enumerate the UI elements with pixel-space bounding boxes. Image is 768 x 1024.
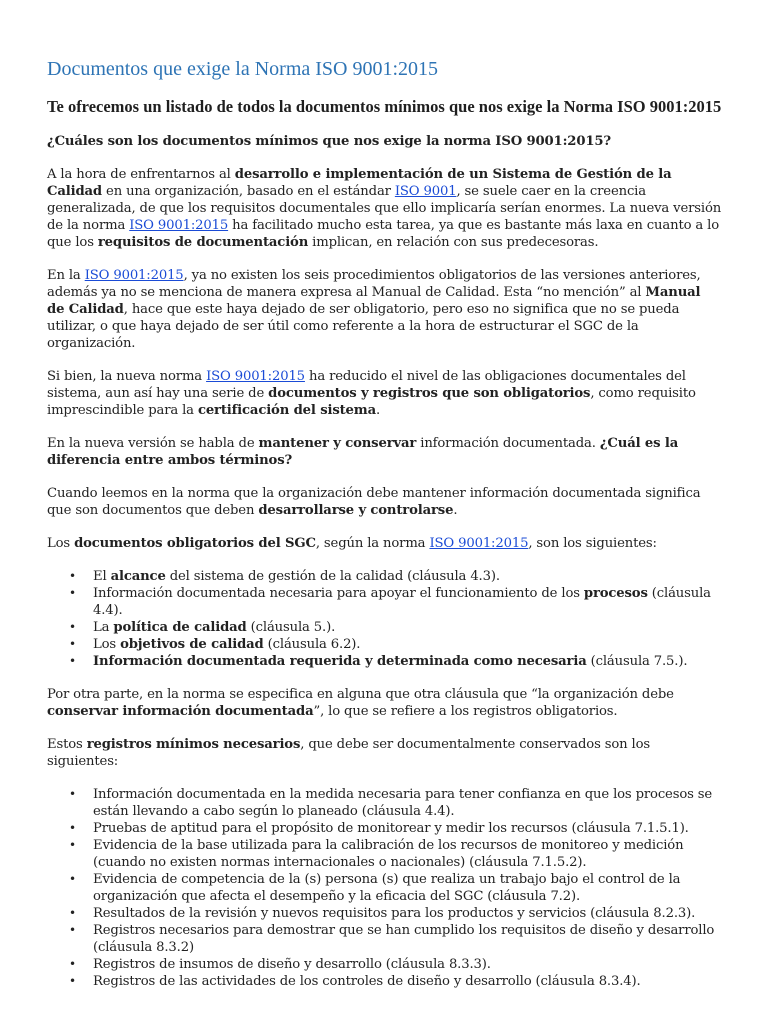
bullet-icon: • bbox=[69, 637, 76, 651]
iso-9001-2015-link[interactable]: ISO 9001:2015 bbox=[129, 218, 229, 233]
iso-9001-2015-link[interactable]: ISO 9001:2015 bbox=[429, 536, 529, 551]
bullet-icon: • bbox=[69, 620, 76, 634]
paragraph-intro: A la hora de enfrentarnos al desarrollo e implementación de un Sistema de Gestión de la Calidad en una organización, basado en el estándar ISO 9001, se suele caer en la creencia generalizada, de que los requisitos documentales que ello implicaría serían enormes. La nueva versión de la norma ISO 9001:2015 ha facilitado mucho esta tarea, ya que es bastante más laxa en cuanto a lo que los requisitos de documentación implican, en relación con sus predecesoras. bbox=[47, 167, 722, 250]
list-item: • Los objetivos de calidad (cláusula 6.2). bbox=[69, 637, 361, 652]
paragraph-obligaciones: Si bien, la nueva norma ISO 9001:2015 ha reducido el nivel de las obligaciones documentales del sistema, aun así hay una serie de documentos y registros que son obligatorios, como requisito imprescindible para la certificación del sistema. bbox=[47, 369, 696, 418]
list-item: • Resultados de la revisión y nuevos requisitos para los productos y servicios (cláusula 8.2.3). bbox=[69, 906, 696, 921]
document-subtitle: Te ofrecemos un listado de todos la documentos mínimos que nos exige la Norma ISO 9001:2015 bbox=[47, 97, 722, 116]
list-item: • Evidencia de la base utilizada para la calibración de los recursos de monitoreo y medición (cuando no existen normas internacionales o nacionales) (cláusula 7.1.5.2). bbox=[69, 838, 684, 870]
list-item: • Registros necesarios para demostrar que se han cumplido los requisitos de diseño y desarrollo (cláusula 8.3.2) bbox=[69, 923, 715, 955]
list-item: • Información documentada en la medida necesaria para tener confianza en que los procesos se están llevando a cabo según lo planeado (cláusula 4.4). bbox=[69, 787, 713, 819]
paragraph-documentos-intro: Los documentos obligatorios del SGC, según la norma ISO 9001:2015, son los siguientes: bbox=[47, 536, 657, 551]
registros-list bbox=[47, 786, 722, 990]
bullet-icon: • bbox=[69, 569, 76, 583]
list-item: • Evidencia de competencia de la (s) persona (s) que realiza un trabajo bajo el control de la organización que afecta el desempeño y la eficacia del SGC (cláusula 7.2). bbox=[69, 872, 681, 904]
bullet-icon: • bbox=[69, 787, 76, 801]
bullet-icon: • bbox=[69, 586, 76, 600]
paragraph-mantener-definicion: Cuando leemos en la norma que la organización debe mantener información documentada significa que son documentos que deben desarrollarse y controlarse. bbox=[47, 486, 701, 518]
documentos-obligatorios-list bbox=[47, 568, 722, 670]
bullet-icon: • bbox=[69, 838, 76, 852]
list-item: • Registros de las actividades de los controles de diseño y desarrollo (cláusula 8.3.4). bbox=[69, 974, 641, 989]
document-page bbox=[47, 58, 722, 1006]
bullet-icon: • bbox=[69, 923, 76, 937]
iso-9001-2015-link[interactable]: ISO 9001:2015 bbox=[84, 268, 184, 283]
list-item: • Información documentada requerida y determinada como necesaria (cláusula 7.5.). bbox=[69, 654, 688, 669]
bullet-icon: • bbox=[69, 957, 76, 971]
bullet-icon: • bbox=[69, 654, 76, 668]
bullet-icon: • bbox=[69, 906, 76, 920]
section-question: ¿Cuáles son los documentos mínimos que nos exige la norma ISO 9001:2015? bbox=[47, 134, 611, 149]
bullet-icon: • bbox=[69, 974, 76, 988]
bullet-icon: • bbox=[69, 872, 76, 886]
list-item: • Información documentada necesaria para apoyar el funcionamiento de los procesos (cláusula 4.4). bbox=[69, 586, 711, 618]
bullet-icon: • bbox=[69, 821, 76, 835]
paragraph-registros-intro: Estos registros mínimos necesarios, que debe ser documentalmente conservados son los siguientes: bbox=[47, 737, 651, 769]
list-item: • Pruebas de aptitud para el propósito de monitorear y medir los recursos (cláusula 7.1.5.1). bbox=[69, 821, 689, 836]
document-title: Documentos que exige la Norma ISO 9001:2015 bbox=[47, 58, 439, 80]
list-item: • El alcance del sistema de gestión de la calidad (cláusula 4.3). bbox=[69, 569, 500, 584]
list-item: • La política de calidad (cláusula 5.). bbox=[69, 620, 336, 635]
paragraph-conservar: Por otra parte, en la norma se especifica en alguna que otra cláusula que “la organización debe conservar información documentada”, lo que se refiere a los registros obligatorios. bbox=[47, 687, 674, 719]
paragraph-mantener-conservar: En la nueva versión se habla de mantener y conservar información documentada. ¿Cuál es la diferencia entre ambos términos? bbox=[47, 436, 679, 468]
iso-9001-link[interactable]: ISO 9001 bbox=[394, 184, 457, 199]
paragraph-manual-calidad: En la ISO 9001:2015, ya no existen los seis procedimientos obligatorios de las versiones anteriores, además ya no se menciona de manera expresa al Manual de Calidad. Esta “no mención” al Manual de Calidad, hace que este haya dejado de ser obligatorio, pero eso no significa que no se pueda utilizar, o que haya dejado de ser útil como referente a la hora de estructurar el SGC de la organización. bbox=[47, 268, 701, 351]
list-item: • Registros de insumos de diseño y desarrollo (cláusula 8.3.3). bbox=[69, 957, 491, 972]
iso-9001-2015-link[interactable]: ISO 9001:2015 bbox=[206, 369, 305, 384]
